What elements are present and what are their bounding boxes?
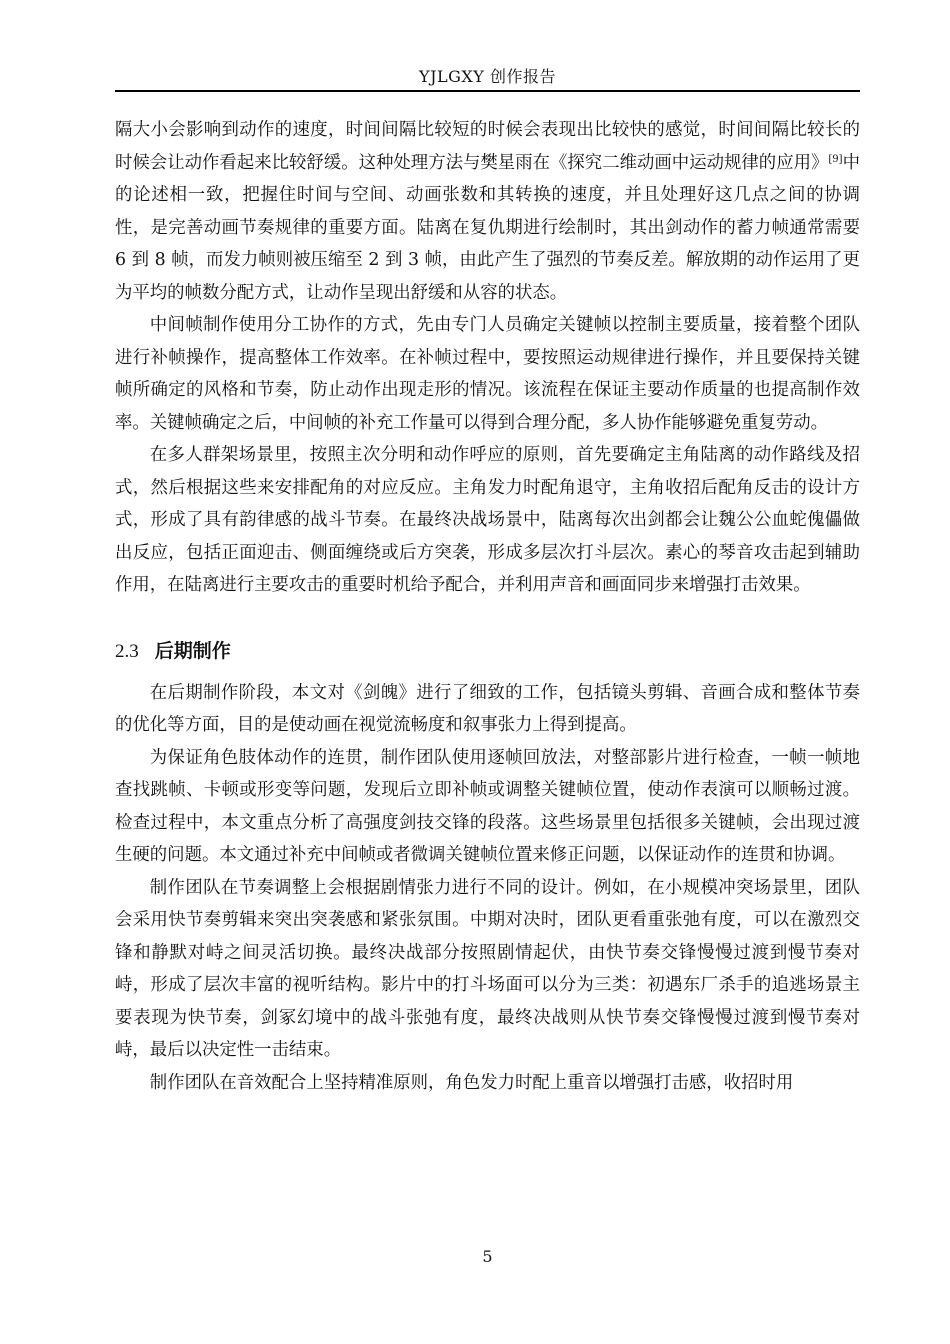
section-number: 2.3: [115, 640, 139, 662]
paragraph-2: 中间帧制作使用分工协作的方式，先由专门人员确定关键帧以控制主要质量，接着整个团队进行补帧操作，提高整体工作效率。在补帧过程中，要按照运动规律进行操作，并且要保持关键帧所确定的风格和节奏，防止动作出现走形的情况。该流程在保证主要动作质量的也提高制作效率。关键帧确定之后，中间帧的补充工作量可以得到合理分配，多人协作能够避免重复劳动。: [115, 315, 860, 433]
paragraph-1-text: 隔大小会影响到动作的速度，时间间隔比较短的时候会表现出比较快的感觉，时间间隔比较长的时候会让动作看起来比较舒缓。这种处理方法与樊星雨在《探究二维动画中运动规律的应用》: [115, 120, 860, 173]
page-number: 5: [482, 1247, 493, 1266]
running-header: YJLGXY 创作报告: [419, 67, 556, 86]
section-heading: [115, 636, 860, 667]
paragraph-4: 在后期制作阶段，本文对《剑魄》进行了细致的工作，包括镜头剪辑、音画合成和整体节奏的优化等方面，目的是使动画在视觉流畅度和叙事张力上得到提高。: [115, 682, 860, 735]
paragraph-5: 为保证角色肢体动作的连贯，制作团队使用逐帧回放法，对整部影片进行检查，一帧一帧地查找跳帧、卡顿或形变等问题，发现后立即补帧或调整关键帧位置，使动作表演可以顺畅过渡。检查过程中，本文重点分析了高强度剑技交锋的段落。这些场景里包括很多关键帧，会出现过渡生硬的问题。本文通过补充中间帧或者微调关键帧位置来修正问题，以保证动作的连贯和协调。: [115, 747, 860, 865]
paragraph-1-text-continued: 中的论述相一致，把握住时间与空间、动画张数和其转换的速度，并且处理好这几点之间的协调性，是完善动画节奏规律的重要方面。陆离在复仇期进行绘制时，其出剑动作的蓄力帧通常需要 6 到 8 帧，而发力帧则被压缩至 2 到 3 帧，由此产生了强烈的节奏反差。解放期的动作运用了更为平均的帧数分配方式，让动作呈现出舒缓和从容的状态。: [115, 152, 860, 303]
section-title: 后期制作: [154, 639, 231, 662]
paragraph-6: 制作团队在节奏调整上会根据剧情张力进行不同的设计。例如，在小规模冲突场景里，团队会采用快节奏剪辑来突出突袭感和紧张氛围。中期对决时，团队更看重张弛有度，可以在激烈交锋和静默对峙之间灵活切换。最终决战部分按照剧情起伏，由快节奏交锋慢慢过渡到慢节奏对峙，形成了层次丰富的视听结构。影片中的打斗场面可以分为三类：初遇东厂杀手的追逃场景主要表现为快节奏，剑冢幻境中的战斗张弛有度，最终决战则从快节奏交锋慢慢过渡到慢节奏对峙，最后以决定性一击结束。: [115, 877, 860, 1060]
body-text: [115, 114, 860, 1099]
paragraph-7: 制作团队在音效配合上坚持精准原则，角色发力时配上重音以增强打击感，收招时用: [149, 1072, 794, 1093]
citation-marker: [9]: [828, 153, 843, 165]
paragraph-3: 在多人群架场景里，按照主次分明和动作呼应的原则，首先要确定主角陆离的动作路线及招式，然后根据这些来安排配角的对应反应。主角发力时配角退守，主角收招后配角反击的设计方式，形成了具有韵律感的战斗节奏。在最终决战场景中，陆离每次出剑都会让魏公公血蛇傀儡做出反应，包括正面迎击、侧面缠绕或后方突袭，形成多层次打斗层次。素心的琴音攻击起到辅助作用，在陆离进行主要攻击的重要时机给予配合，并利用声音和画面同步来增强打击效果。: [115, 445, 860, 595]
header-rule: [115, 90, 860, 92]
paragraph-1: [115, 114, 860, 309]
